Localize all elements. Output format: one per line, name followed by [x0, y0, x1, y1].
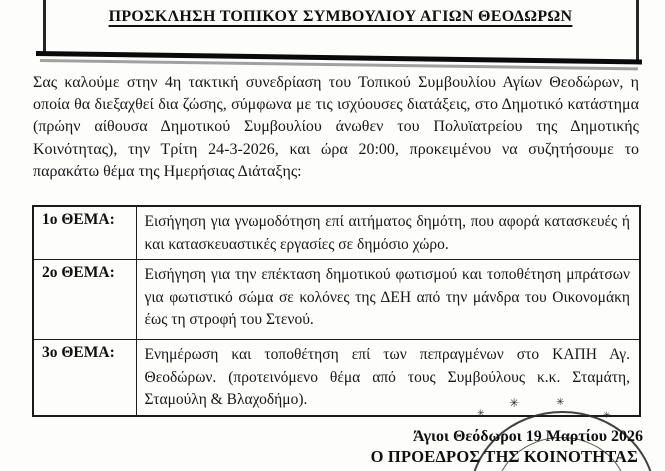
agenda-item-text: Εισήγηση για γνωμοδότηση επί αιτήματος δημότη, που αφορά κατασκευές ή και κατασκευαστικές εργασίες σε δημόσιο χώρο. [136, 206, 640, 260]
agenda-item-text: Εισήγηση για την επέκταση δημοτικού φωτισμού και τοποθέτηση μπράτσων για φωτιστικό σώμα σε κολόνες της ΔΕΗ από την μάνδρα του Οικονομάκη έως τη στροφή του Στενού. [136, 260, 640, 340]
signatory-title: Ο ΠΡΟΕΔΡΟΣ ΤΗΣ ΚΟΙΝΟΤΗΤΑΣ [370, 447, 638, 466]
agenda-item-label: 1ο ΘΕΜΑ: [33, 206, 136, 260]
agenda-item-label: 3ο ΘΕΜΑ: [33, 340, 136, 416]
table-row [33, 206, 640, 260]
intro-paragraph: Σας καλούμε στην 4η τακτική συνεδρίαση του Τοπικού Συμβουλίου Αγίων Θεοδώρων, η οποία θα διεξαχθεί δια ζώσης, σύμφωνα με τις ισχύουσες διατάξεις, στο Δημοτικό κατάστημα (πρώην αίθουσα Δημοτικού Συμβουλίου άνωθεν του Πολυϊατρείου της Δημοτικής Κοινότητας), την Τρίτη 24-3-2026, και ώρα 20:00, προκειμένου να συζητήσουμε το παρακάτω θέμα της Ημερήσιας Διάταξης: [33, 74, 639, 180]
seal-star-icon: ✳ [509, 396, 520, 410]
document-title: ΠΡΟΣΚΛΗΣΗ ΤΟΠΙΚΟΥ ΣΥΜΒΟΥΛΙΟΥ ΑΓΙΩΝ ΘΕΟΔΩΡΩΝ [108, 8, 573, 25]
table-row [33, 340, 640, 416]
seal-star-icon: ✳ [477, 409, 485, 419]
agenda-item-label: 2ο ΘΕΜΑ: [33, 260, 136, 340]
date-line: Άγιοι Θεόδωροι 19 Μαρτίου 2026 [413, 428, 643, 445]
seal-star-icon: ✳ [603, 411, 611, 421]
agenda-item-text: Ενημέρωση και τοποθέτηση επί των πεπραγμένων στο ΚΑΠΗ Αγ. Θεοδώρων. (προτεινόμενο θέμα από τους Συμβούλους κ.κ. Σταμάτη, Σταμούλη & Βλαχοδήμο). [136, 340, 640, 416]
seal-star-icon: ✳ [556, 397, 565, 408]
agenda-table [32, 205, 641, 417]
table-row [33, 260, 640, 340]
